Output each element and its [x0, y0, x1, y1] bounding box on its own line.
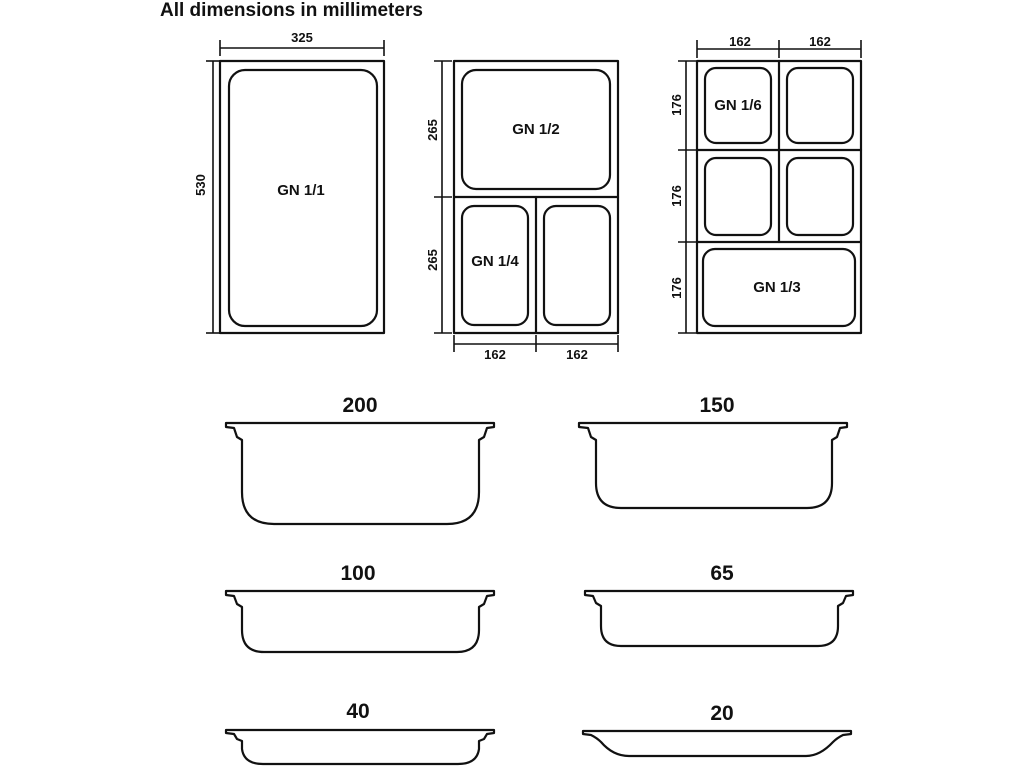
- pan-profile-150: [579, 423, 847, 508]
- depth-profile-65: [585, 562, 853, 646]
- gn-1-6-height-top-label: 176: [669, 94, 684, 116]
- depth-label-20: 20: [710, 702, 734, 725]
- depth-profile-20: [583, 702, 851, 756]
- gn-1-3-label: GN 1/3: [753, 279, 801, 296]
- gn-1-1-height-dimension: [193, 61, 222, 333]
- depth-label-100: 100: [340, 562, 376, 585]
- gn-1-6-height-dimension: [669, 61, 696, 333]
- gn-1-3-height-bottom-label: 176: [669, 277, 684, 299]
- diagram-heading: All dimensions in millimeters: [160, 0, 423, 21]
- depth-profile-200: [226, 394, 494, 524]
- gn-1-6-and-1-3-layout: [669, 34, 861, 333]
- gn-1-1-height-label: 530: [193, 174, 208, 196]
- gn-1-6-pan-top-right: [787, 68, 853, 143]
- gn-1-6-label: GN 1/6: [714, 97, 762, 114]
- gn-1-6-pan-middle-right: [787, 158, 853, 235]
- gn-1-6-pan-middle-left: [705, 158, 771, 235]
- pan-profile-100: [226, 591, 494, 652]
- gn-1-6-width-right-label: 162: [809, 34, 831, 49]
- depth-profile-100: [226, 562, 494, 652]
- gn-1-1-width-dimension: [220, 30, 384, 56]
- gn-1-2-and-1-4-layout: [425, 61, 618, 362]
- depth-label-40: 40: [346, 700, 370, 723]
- gn-1-6-width-dimension: [697, 34, 861, 58]
- gn-1-1-label: GN 1/1: [277, 182, 325, 199]
- gn-1-2-height-dimension: [425, 61, 452, 197]
- gn-1-6-height-middle-label: 176: [669, 185, 684, 207]
- depth-profile-40: [226, 700, 494, 764]
- pan-profile-65: [585, 591, 853, 646]
- depth-label-200: 200: [342, 394, 378, 417]
- gn-1-4-width-dimension: [454, 335, 618, 362]
- gn-1-4-height-dimension: [425, 197, 452, 333]
- pan-profile-200: [226, 423, 494, 524]
- gn-1-4-label: GN 1/4: [471, 253, 519, 270]
- gn-1-1-layout: [193, 30, 384, 333]
- gn-1-4-width-right-label: 162: [566, 347, 588, 362]
- depth-label-65: 65: [710, 562, 734, 585]
- gn-1-2-height-top-label: 265: [425, 119, 440, 141]
- gn-1-4-pan-right: [544, 206, 610, 325]
- gn-1-1-width-label: 325: [291, 30, 313, 45]
- gn-1-6-width-left-label: 162: [729, 34, 751, 49]
- gn-1-4-width-left-label: 162: [484, 347, 506, 362]
- gn-1-4-height-bottom-label: 265: [425, 249, 440, 271]
- pan-profile-20: [583, 731, 851, 756]
- depth-label-150: 150: [699, 394, 735, 417]
- depth-profile-150: [579, 394, 847, 508]
- gn-1-2-label: GN 1/2: [512, 121, 560, 138]
- pan-profile-40: [226, 730, 494, 764]
